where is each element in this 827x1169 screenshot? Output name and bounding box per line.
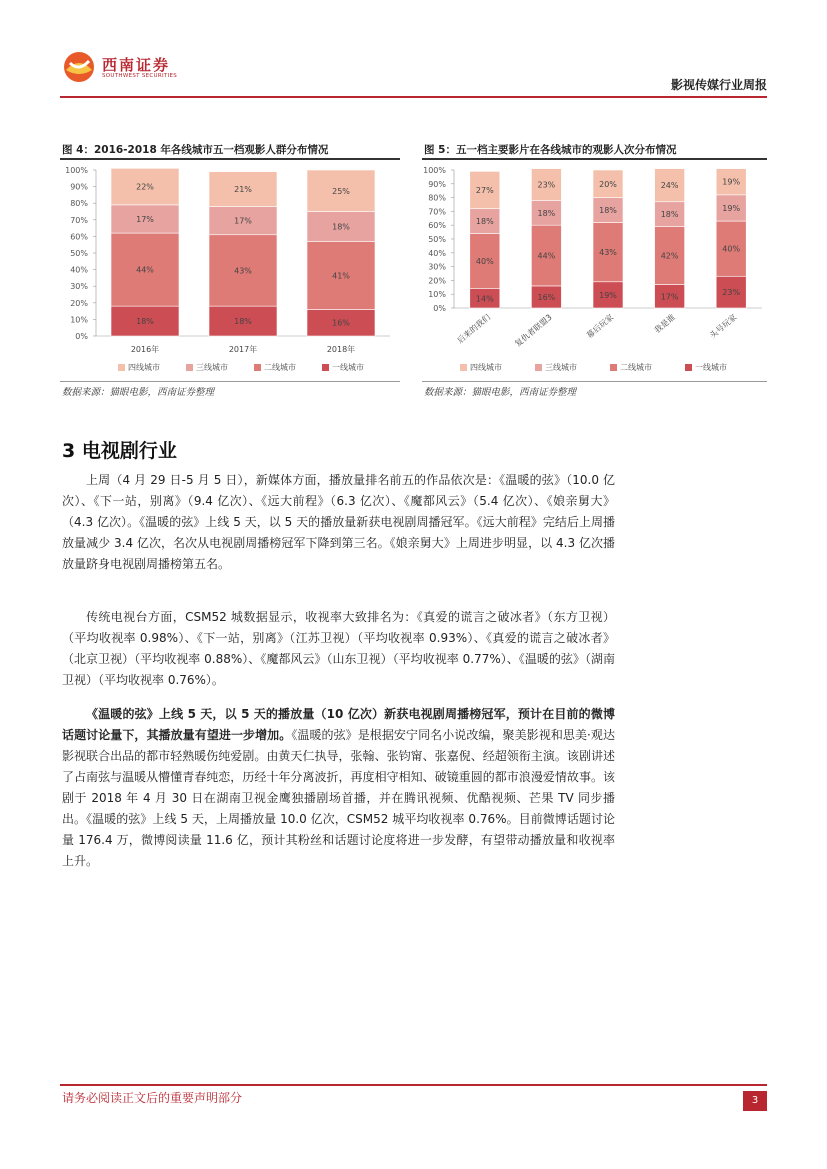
data-label: 24% — [660, 181, 679, 191]
data-label: 18% — [475, 217, 494, 227]
legend-swatch — [535, 364, 542, 371]
y-tick-label: 10% — [70, 315, 88, 325]
data-label: 42% — [660, 251, 679, 261]
legend-swatch — [254, 364, 261, 371]
y-tick-label: 20% — [428, 276, 446, 286]
data-label: 17% — [136, 214, 154, 224]
paragraph-tv-ratings: 传统电视台方面，CSM52 城数据显示，收视率大致排名为：《真爱的谎言之破冰者》（东方卫视）（平均收视率 0.98%）、《下一站，别离》（江苏卫视）（平均收视率 0.93%）、《真爱的谎言之破冰者》（北京卫视）（平均收视率 0.88%）、《魔都风云》（山东卫视）（平均收视率 0.77%）、《温暖的弦》（湖南卫视）（平均收视率 0.76%）。 — [62, 610, 615, 687]
data-label: 19% — [722, 177, 741, 187]
legend-swatch — [186, 364, 193, 371]
data-label: 18% — [136, 317, 154, 327]
x-tick-label: 后来的我们 — [455, 312, 493, 346]
section-title: 3 电视剧行业 — [62, 440, 177, 462]
y-tick-label: 60% — [428, 221, 446, 231]
y-tick-label: 80% — [70, 199, 88, 209]
data-label: 14% — [475, 294, 494, 304]
legend-swatch — [322, 364, 329, 371]
page-number: 3 — [743, 1091, 767, 1111]
data-label: 40% — [475, 257, 494, 267]
y-tick-label: 20% — [70, 298, 88, 308]
header-divider — [60, 96, 767, 98]
y-tick-label: 70% — [428, 207, 446, 217]
footer-disclaimer: 请务必阅读正文后的重要声明部分 — [62, 1091, 243, 1105]
legend-swatch — [685, 364, 692, 371]
y-tick-label: 40% — [70, 265, 88, 275]
legend-label: 四线城市 — [128, 363, 160, 372]
data-label: 23% — [722, 288, 741, 298]
figure5-source-rule — [422, 381, 767, 382]
data-label: 25% — [332, 186, 350, 196]
data-label: 18% — [599, 206, 617, 216]
x-tick-label: 2017年 — [228, 345, 258, 354]
data-label: 22% — [136, 182, 154, 192]
data-label: 43% — [234, 266, 252, 276]
y-tick-label: 90% — [428, 179, 446, 189]
legend-label: 三线城市 — [545, 363, 577, 372]
y-tick-label: 70% — [70, 215, 88, 225]
report-title: 影视传媒行业周报 — [670, 78, 767, 92]
y-tick-label: 90% — [70, 182, 88, 192]
data-label: 16% — [332, 318, 350, 328]
data-label: 19% — [722, 203, 741, 213]
data-label: 17% — [234, 216, 252, 226]
y-tick-label: 100% — [65, 166, 88, 175]
data-label: 20% — [599, 179, 617, 189]
logo-text: 西南证券 — [102, 56, 171, 74]
figure4-title-rule — [60, 158, 400, 160]
data-label: 43% — [599, 248, 617, 258]
paragraph-drama-analysis — [62, 704, 615, 872]
legend-label: 一线城市 — [695, 363, 727, 372]
legend-label: 三线城市 — [196, 363, 228, 372]
legend-label: 一线城市 — [332, 363, 364, 372]
y-tick-label: 50% — [70, 249, 88, 258]
data-label: 44% — [537, 251, 556, 261]
data-label: 16% — [537, 292, 556, 302]
x-tick-label: 幕后玩家 — [584, 312, 616, 341]
figure5-title: 图 5：五一档主要影片在各线城市的观影人次分布情况 — [424, 144, 677, 156]
y-tick-label: 60% — [70, 232, 88, 242]
data-label: 44% — [136, 265, 154, 275]
legend-label: 二线城市 — [620, 363, 652, 372]
paragraph-body: 《温暖的弦》是根据安宁同名小说改编，聚美影视和思美·观达影视联合出品的都市轻熟暖伤纯爱剧。由黄天仁执导，张翰、张钧甯、张嘉倪、经超领衔主演。该剧讲述了占南弦与温暖从懵懂青春纯恋，历经十年分离波折，再度相守相知、破镜重圆的都市浪漫爱情故事。该剧于 2018 年 4 月 30 日在湖南卫视金鹰独播剧场首播，并在腾讯视频、优酷视频、芒果 TV 同步播出。《温暖的弦》上线 5 天，上周播放量 10.0 亿次，CSM52 城平均收视率 0.76%。目前微博话题讨论量 176.4 万，微博阅读量 11.6 亿，预计其粉丝和话题讨论度将进一步发酵，有望带动播放量和收视率上升。 — [62, 728, 615, 868]
y-tick-label: 30% — [428, 262, 446, 272]
x-tick-label: 2016年 — [130, 345, 160, 354]
figure4-chart — [60, 162, 400, 378]
figure4-source-rule — [60, 381, 400, 382]
logo-subtext: SOUTHWEST SECURITIES — [102, 73, 178, 79]
y-tick-label: 0% — [433, 304, 446, 313]
data-label: 18% — [537, 208, 556, 218]
data-label: 23% — [537, 180, 556, 190]
data-label: 40% — [722, 244, 741, 254]
footer-divider — [60, 1084, 767, 1086]
figure4-source: 数据来源：猫眼电影，西南证券整理 — [62, 387, 215, 398]
data-label: 17% — [660, 292, 679, 302]
y-tick-label: 100% — [423, 166, 446, 175]
data-label: 18% — [332, 222, 350, 232]
y-tick-label: 80% — [428, 193, 446, 203]
x-tick-label: 复仇者联盟3 — [513, 312, 554, 349]
y-tick-label: 0% — [75, 332, 88, 341]
company-logo — [62, 50, 192, 86]
data-label: 41% — [332, 271, 350, 281]
paragraph-lead-bold: 《温暖的弦》上线 5 天，以 5 天的播放量（10 亿次）新获电视剧周播榜冠军，预计在目前的微博话题讨论量下，其播放量有望进一步增加。 — [62, 707, 615, 742]
y-tick-label: 40% — [428, 248, 446, 258]
x-tick-label: 头号玩家 — [708, 312, 739, 341]
legend-swatch — [118, 364, 125, 371]
data-label: 19% — [599, 290, 617, 300]
legend-swatch — [460, 364, 467, 371]
y-tick-label: 10% — [428, 290, 446, 300]
figure4-title: 图 4：2016-2018 年各线城市五一档观影人群分布情况 — [62, 144, 329, 156]
y-tick-label: 50% — [428, 235, 446, 244]
figure5-title-rule — [422, 158, 767, 160]
figure5-source: 数据来源：猫眼电影，西南证券整理 — [424, 387, 577, 398]
legend-swatch — [610, 364, 617, 371]
logo-emblem-icon — [62, 50, 96, 84]
figure5-chart — [422, 162, 767, 378]
data-label: 27% — [475, 186, 494, 196]
paragraph-new-media: 上周（4 月 29 日-5 月 5 日），新媒体方面，播放量排名前五的作品依次是：《温暖的弦》（10.0 亿次）、《下一站，别离》（9.4 亿次）、《远大前程》（6.3 亿次）、《魔都风云》（5.4 亿次）、《娘亲舅大》（4.3 亿次）。《温暖的弦》上线 5 天，以 5 天的播放量新获电视剧周播冠军。《远大前程》完结后上周播放量减少 3.4 亿次，名次从电视剧周播榜冠军下降到第三名。《娘亲舅大》上周进步明显，以 4.3 亿次播放量跻身电视剧周播榜第五名。 — [62, 473, 615, 571]
data-label: 18% — [660, 210, 679, 220]
legend-label: 四线城市 — [470, 363, 502, 372]
x-tick-label: 2018年 — [326, 345, 356, 354]
data-label: 21% — [234, 185, 252, 195]
data-label: 18% — [234, 317, 252, 327]
x-tick-label: 我是谁 — [652, 312, 677, 335]
legend-label: 二线城市 — [264, 363, 296, 372]
y-tick-label: 30% — [70, 282, 88, 292]
